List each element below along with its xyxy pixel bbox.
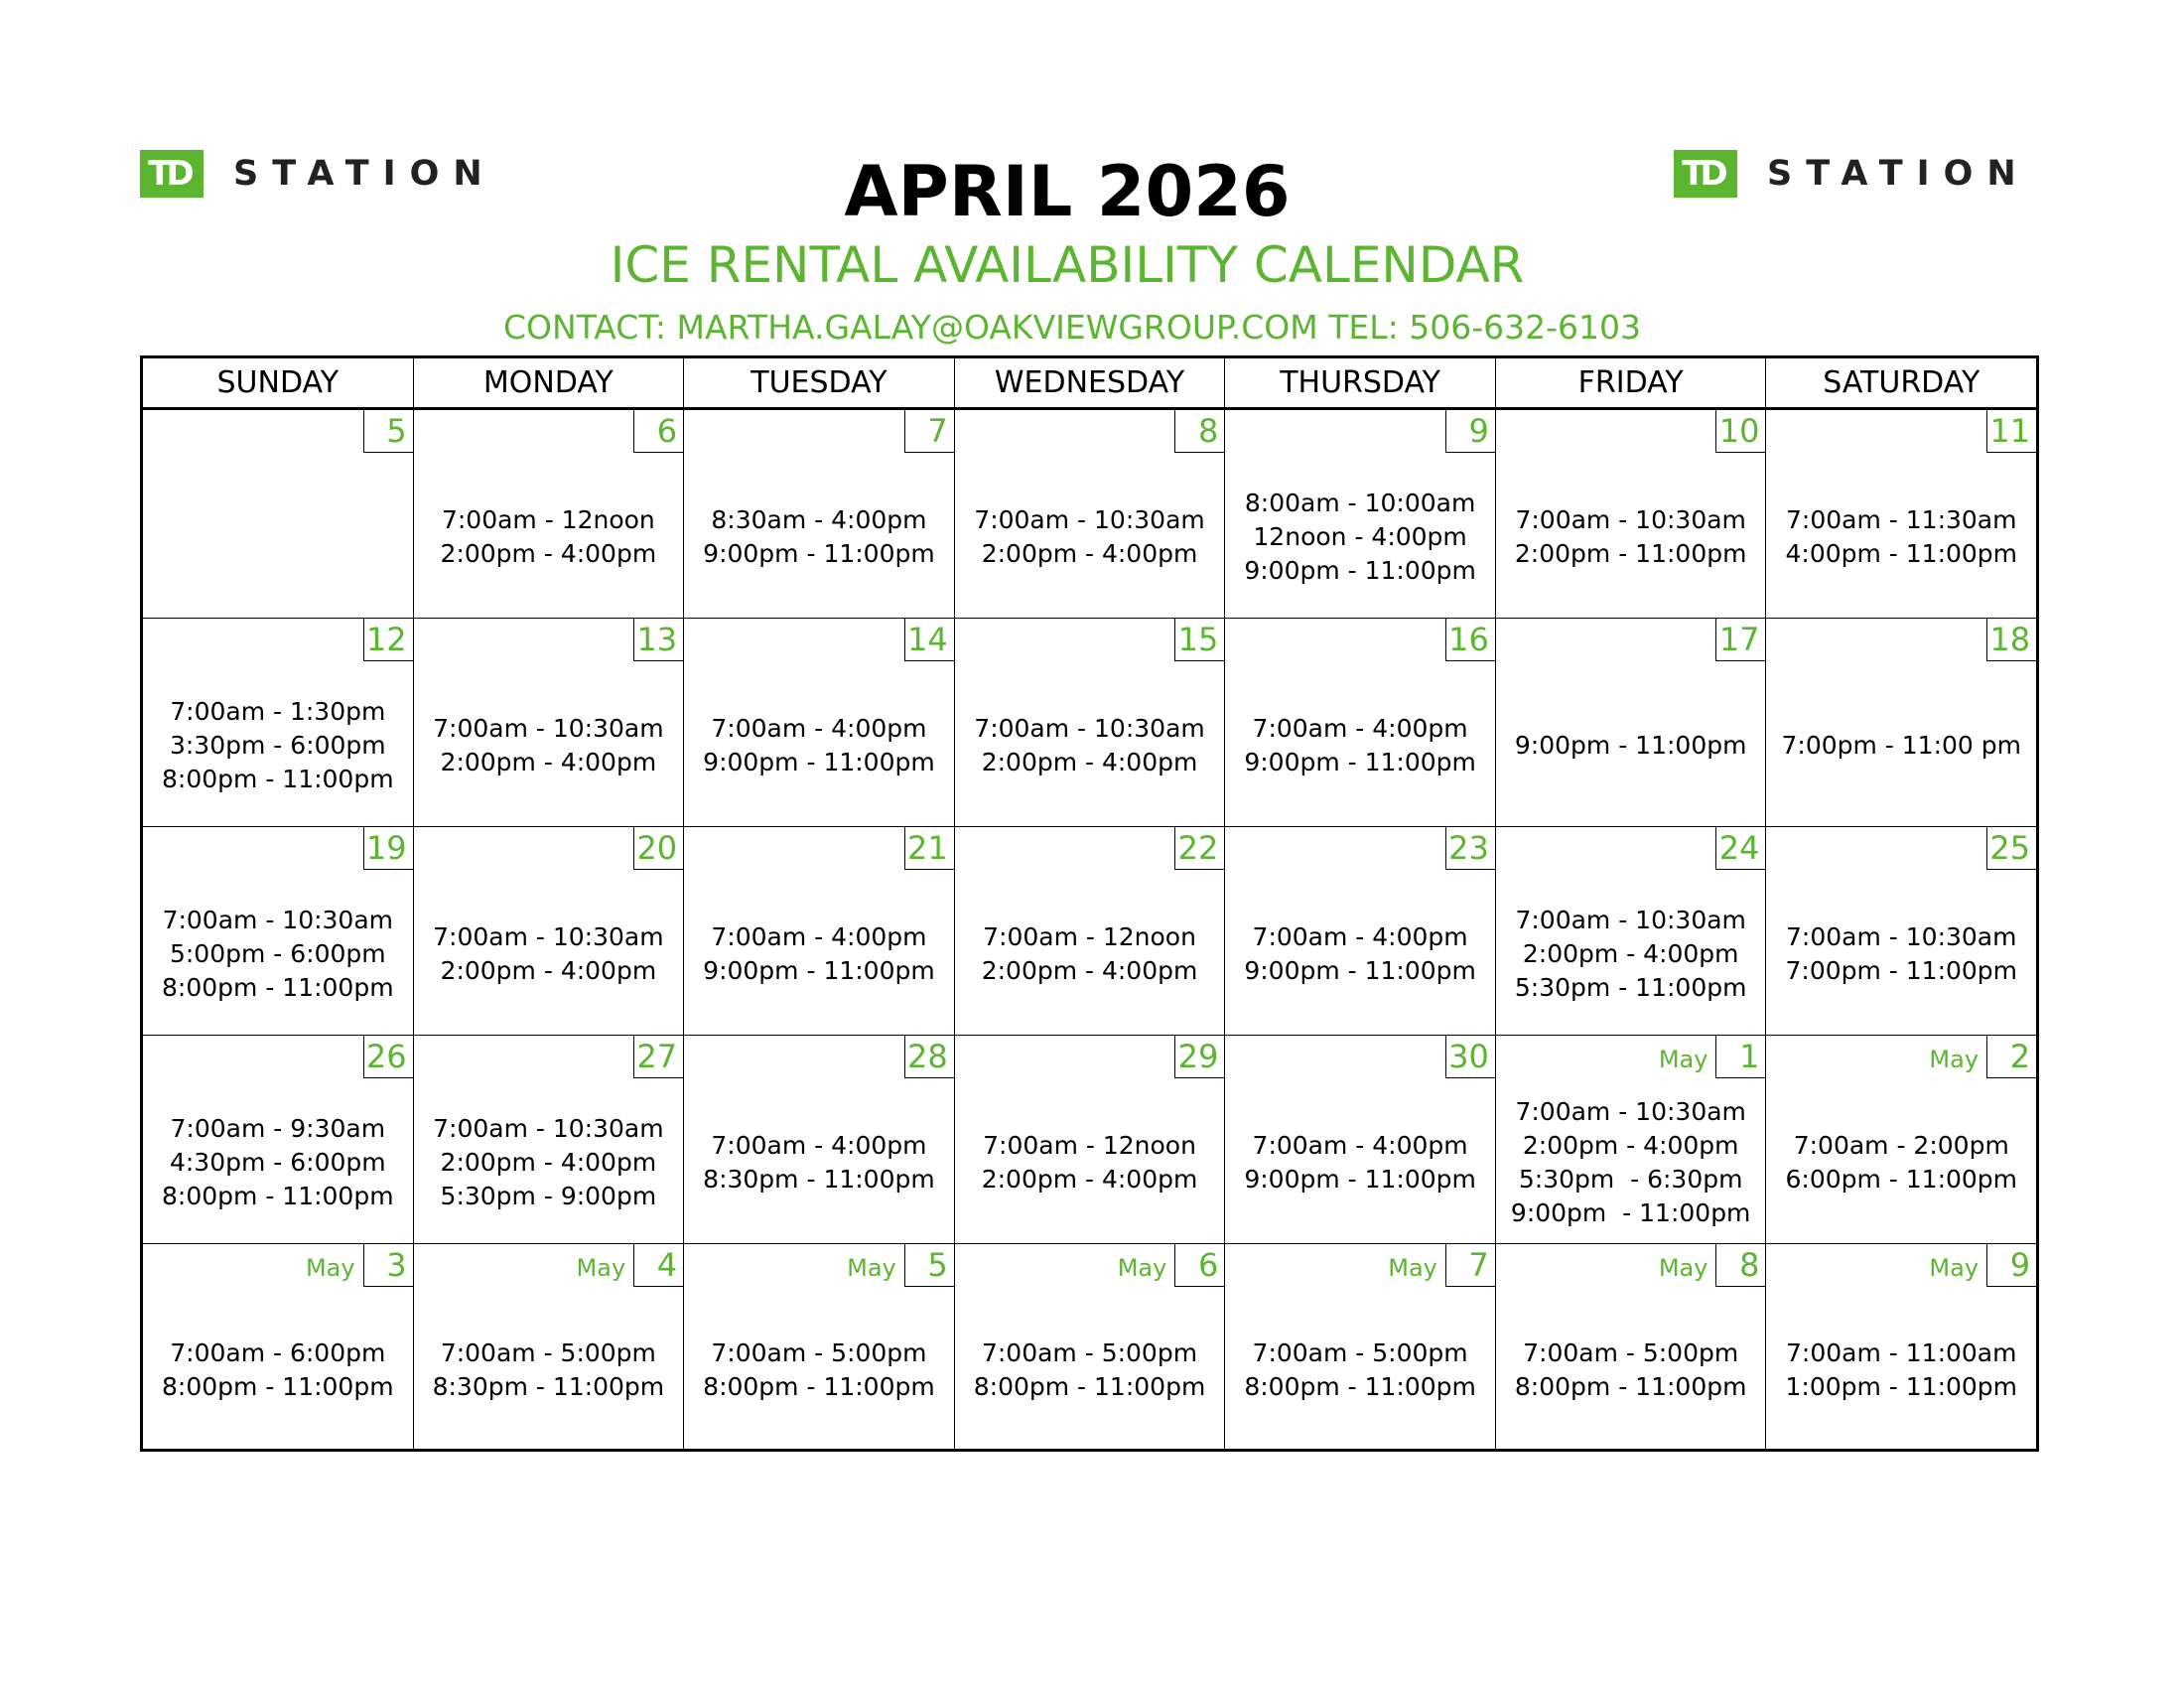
time-slot: 1:00pm - 11:00pm [1785, 1371, 2018, 1401]
day-number: 22 [1174, 827, 1224, 870]
calendar-day-cell [1766, 827, 2036, 1035]
time-slot-list [1225, 664, 1495, 826]
calendar-day-cell [414, 410, 685, 618]
month-label: May [1658, 1254, 1708, 1282]
time-slot-list [1766, 873, 2036, 1035]
calendar-week-row [143, 1036, 2036, 1244]
day-number: 10 [1715, 410, 1765, 453]
day-number: 8 [1715, 1244, 1765, 1287]
time-slot-list [143, 456, 413, 618]
time-slot: 7:00am - 2:00pm [1793, 1130, 2009, 1160]
time-slot-list [1496, 1081, 1766, 1243]
page-subtitle: ICE RENTAL AVAILABILITY CALENDAR [610, 236, 1525, 294]
time-slot: 2:00pm - 4:00pm [1522, 938, 1739, 968]
time-slot-list [1225, 873, 1495, 1035]
time-slot: 5:30pm - 11:00pm [1514, 972, 1747, 1002]
time-slot: 2:00pm - 4:00pm [440, 1147, 657, 1177]
day-number: 19 [363, 827, 413, 870]
day-number: 2 [1986, 1036, 2036, 1078]
time-slot-list [143, 873, 413, 1035]
time-slot: 2:00pm - 4:00pm [440, 538, 657, 568]
time-slot-list [143, 1081, 413, 1243]
time-slot: 6:00pm - 11:00pm [1785, 1164, 2018, 1194]
calendar-day-cell [1496, 827, 1767, 1035]
day-number: 30 [1445, 1036, 1495, 1078]
calendar-day-cell [1225, 410, 1496, 618]
time-slot-list [1225, 1290, 1495, 1450]
time-slot: 8:00pm - 11:00pm [162, 1371, 394, 1401]
time-slot-list [1225, 1081, 1495, 1243]
time-slot: 7:00am - 10:30am [433, 713, 664, 743]
time-slot: 2:00pm - 4:00pm [981, 1164, 1198, 1194]
calendar-body [143, 410, 2036, 1450]
time-slot: 8:30am - 4:00pm [711, 504, 927, 534]
time-slot: 7:00am - 6:00pm [170, 1337, 386, 1367]
time-slot: 8:30pm - 11:00pm [703, 1164, 935, 1194]
station-wordmark: STATION [1767, 154, 2030, 194]
time-slot: 4:30pm - 6:00pm [169, 1147, 386, 1177]
day-number: 24 [1715, 827, 1765, 870]
time-slot: 2:00pm - 4:00pm [981, 538, 1198, 568]
calendar-day-cell [414, 1036, 685, 1243]
time-slot: 2:00pm - 4:00pm [981, 747, 1198, 776]
calendar-day-cell [1225, 827, 1496, 1035]
calendar-day-cell [1496, 410, 1767, 618]
time-slot: 7:00am - 4:00pm [711, 1130, 927, 1160]
time-slot: 7:00am - 12noon [983, 1130, 1196, 1160]
time-slot-list [414, 1290, 684, 1450]
month-label: May [847, 1254, 896, 1282]
time-slot: 5:00pm - 6:00pm [169, 938, 386, 968]
calendar-day-cell [143, 1244, 414, 1450]
calendar-day-cell [1766, 1244, 2036, 1450]
td-logo-icon: TD [1674, 150, 1737, 198]
time-slot: 7:00am - 10:30am [1786, 921, 2017, 951]
page-title: APRIL 2026 [844, 151, 1291, 232]
time-slot: 7:00am - 1:30pm [170, 696, 386, 726]
time-slot: 7:00am - 11:30am [1786, 504, 2017, 534]
calendar-day-cell [955, 619, 1226, 826]
month-label: May [1388, 1254, 1437, 1282]
day-number: 9 [1986, 1244, 2036, 1287]
time-slot: 7:00am - 12noon [983, 921, 1196, 951]
time-slot: 2:00pm - 11:00pm [1514, 538, 1747, 568]
day-number: 6 [633, 410, 683, 453]
calendar-day-cell [414, 827, 685, 1035]
day-number: 5 [904, 1244, 954, 1287]
calendar-day-cell [1496, 1036, 1767, 1243]
time-slot: 7:00am - 5:00pm [440, 1337, 656, 1367]
day-number: 3 [363, 1244, 413, 1287]
time-slot: 8:00pm - 11:00pm [1514, 1371, 1747, 1401]
time-slot-list [955, 1081, 1225, 1243]
weekday-header: SUNDAY [143, 358, 414, 407]
time-slot: 7:00am - 10:30am [1515, 504, 1746, 534]
time-slot: 7:00am - 10:30am [162, 905, 394, 934]
time-slot: 7:00am - 4:00pm [711, 921, 927, 951]
day-number: 18 [1986, 619, 2036, 661]
time-slot: 7:00am - 5:00pm [1252, 1337, 1468, 1367]
calendar-day-cell [1225, 1244, 1496, 1450]
calendar-day-cell [143, 1036, 414, 1243]
calendar-day-cell [1225, 1036, 1496, 1243]
day-number: 9 [1445, 410, 1495, 453]
time-slot: 9:00pm - 11:00pm [1244, 555, 1476, 585]
time-slot: 7:00am - 9:30am [170, 1113, 386, 1143]
time-slot-list [955, 456, 1225, 618]
day-number: 14 [904, 619, 954, 661]
calendar-day-cell [955, 827, 1226, 1035]
time-slot-list [1766, 664, 2036, 826]
day-number: 15 [1174, 619, 1224, 661]
day-number: 4 [633, 1244, 683, 1287]
day-number: 17 [1715, 619, 1765, 661]
time-slot-list [1496, 873, 1766, 1035]
day-number: 21 [904, 827, 954, 870]
time-slot: 8:00pm - 11:00pm [973, 1371, 1206, 1401]
day-number: 12 [363, 619, 413, 661]
time-slot: 5:30pm - 6:30pm [1518, 1164, 1743, 1194]
calendar-week-row [143, 1244, 2036, 1450]
time-slot: 7:00am - 10:30am [433, 921, 664, 951]
time-slot: 7:00am - 10:30am [1515, 1096, 1746, 1126]
time-slot-list [1225, 456, 1495, 618]
weekday-header: TUESDAY [684, 358, 955, 407]
time-slot-list [684, 1290, 954, 1450]
time-slot-list [955, 664, 1225, 826]
day-number: 1 [1715, 1036, 1765, 1078]
day-number: 23 [1445, 827, 1495, 870]
day-number: 29 [1174, 1036, 1224, 1078]
time-slot-list [1496, 456, 1766, 618]
time-slot-list [1766, 456, 2036, 618]
time-slot: 9:00pm - 11:00pm [1244, 1164, 1476, 1194]
time-slot: 8:00pm - 11:00pm [703, 1371, 935, 1401]
time-slot-list [1766, 1081, 2036, 1243]
time-slot: 2:00pm - 4:00pm [440, 955, 657, 985]
calendar-day-cell [1766, 410, 2036, 618]
month-label: May [305, 1254, 355, 1282]
time-slot: 8:00pm - 11:00pm [1244, 1371, 1476, 1401]
time-slot-list [1496, 1290, 1766, 1450]
day-number: 20 [633, 827, 683, 870]
time-slot-list [955, 1290, 1225, 1450]
time-slot: 7:00am - 5:00pm [1523, 1337, 1739, 1367]
calendar-day-cell [1766, 619, 2036, 826]
calendar-day-cell [1496, 619, 1767, 826]
month-label: May [1658, 1046, 1708, 1073]
time-slot: 7:00am - 5:00pm [981, 1337, 1198, 1367]
weekday-header-row [143, 358, 2036, 410]
time-slot: 12noon - 4:00pm [1253, 521, 1467, 551]
calendar-day-cell [684, 1036, 955, 1243]
calendar-week-row [143, 410, 2036, 619]
day-number: 6 [1174, 1244, 1224, 1287]
time-slot-list [414, 873, 684, 1035]
calendar-day-cell [1496, 1244, 1767, 1450]
time-slot-list [143, 1290, 413, 1450]
month-label: May [576, 1254, 626, 1282]
time-slot-list [143, 664, 413, 826]
calendar-day-cell [684, 410, 955, 618]
calendar-day-cell [684, 1244, 955, 1450]
calendar-day-cell [684, 619, 955, 826]
day-number: 11 [1986, 410, 2036, 453]
weekday-header: WEDNESDAY [955, 358, 1226, 407]
time-slot: 9:00pm - 11:00pm [703, 538, 935, 568]
td-logo-icon: TD [140, 150, 204, 198]
weekday-header: FRIDAY [1496, 358, 1767, 407]
time-slot: 9:00pm - 11:00pm [1510, 1197, 1751, 1227]
time-slot: 9:00pm - 11:00pm [1244, 747, 1476, 776]
time-slot-list [684, 664, 954, 826]
calendar-week-row [143, 827, 2036, 1036]
time-slot: 7:00am - 10:30am [433, 1113, 664, 1143]
time-slot: 7:00pm - 11:00 pm [1781, 730, 2021, 760]
time-slot: 7:00am - 4:00pm [711, 713, 927, 743]
time-slot: 7:00am - 4:00pm [1252, 1130, 1468, 1160]
time-slot-list [684, 1081, 954, 1243]
time-slot: 8:00pm - 11:00pm [162, 1181, 394, 1210]
weekday-header: MONDAY [414, 358, 685, 407]
calendar-day-cell [143, 410, 414, 618]
time-slot: 5:30pm - 9:00pm [440, 1181, 657, 1210]
day-number: 26 [363, 1036, 413, 1078]
month-label: May [1929, 1046, 1979, 1073]
time-slot-list [414, 664, 684, 826]
calendar-day-cell [955, 1036, 1226, 1243]
time-slot: 2:00pm - 4:00pm [440, 747, 657, 776]
time-slot: 8:30pm - 11:00pm [432, 1371, 665, 1401]
time-slot-list [414, 456, 684, 618]
time-slot: 9:00pm - 11:00pm [1244, 955, 1476, 985]
time-slot: 2:00pm - 4:00pm [981, 955, 1198, 985]
time-slot-list [684, 456, 954, 618]
time-slot: 7:00am - 10:30am [974, 504, 1205, 534]
calendar-day-cell [414, 1244, 685, 1450]
day-number: 7 [1445, 1244, 1495, 1287]
time-slot: 8:00pm - 11:00pm [162, 764, 394, 793]
time-slot: 7:00am - 4:00pm [1252, 921, 1468, 951]
contact-line: CONTACT: MARTHA.GALAY@OAKVIEWGROUP.COM TEL: 506-632-6103 [503, 308, 1641, 347]
availability-calendar [140, 355, 2039, 1452]
time-slot: 8:00am - 10:00am [1244, 488, 1476, 517]
calendar-day-cell [143, 619, 414, 826]
time-slot: 7:00pm - 11:00pm [1785, 955, 2018, 985]
day-number: 25 [1986, 827, 2036, 870]
calendar-day-cell [955, 410, 1226, 618]
time-slot: 3:30pm - 6:00pm [169, 730, 386, 760]
weekday-header: SATURDAY [1823, 365, 1980, 400]
day-number: 7 [904, 410, 954, 453]
weekday-header: THURSDAY [1225, 358, 1496, 407]
time-slot: 7:00am - 5:00pm [711, 1337, 927, 1367]
month-label: May [1117, 1254, 1167, 1282]
time-slot: 8:00pm - 11:00pm [162, 972, 394, 1002]
day-number: 8 [1174, 410, 1224, 453]
time-slot: 4:00pm - 11:00pm [1785, 538, 2018, 568]
time-slot-list [684, 873, 954, 1035]
calendar-day-cell [143, 827, 414, 1035]
time-slot-list [1766, 1290, 2036, 1450]
time-slot: 7:00am - 11:00am [1786, 1337, 2017, 1367]
time-slot: 9:00pm - 11:00pm [1514, 730, 1747, 760]
time-slot: 9:00pm - 11:00pm [703, 747, 935, 776]
time-slot: 7:00am - 12noon [441, 504, 655, 534]
calendar-day-cell [684, 827, 955, 1035]
month-label: May [1929, 1254, 1979, 1282]
day-number: 5 [363, 410, 413, 453]
calendar-week-row [143, 619, 2036, 827]
calendar-day-cell [1766, 1036, 2036, 1243]
time-slot-list [955, 873, 1225, 1035]
calendar-day-cell [414, 619, 685, 826]
time-slot: 9:00pm - 11:00pm [703, 955, 935, 985]
day-number: 13 [633, 619, 683, 661]
station-wordmark: STATION [233, 154, 496, 194]
time-slot: 7:00am - 10:30am [974, 713, 1205, 743]
time-slot: 7:00am - 4:00pm [1252, 713, 1468, 743]
day-number: 27 [633, 1036, 683, 1078]
day-number: 16 [1445, 619, 1495, 661]
time-slot-list [1496, 664, 1766, 826]
time-slot: 2:00pm - 4:00pm [1522, 1130, 1739, 1160]
calendar-day-cell [1225, 619, 1496, 826]
day-number: 28 [904, 1036, 954, 1078]
time-slot: 7:00am - 10:30am [1515, 905, 1746, 934]
calendar-day-cell [955, 1244, 1226, 1450]
time-slot-list [414, 1081, 684, 1243]
